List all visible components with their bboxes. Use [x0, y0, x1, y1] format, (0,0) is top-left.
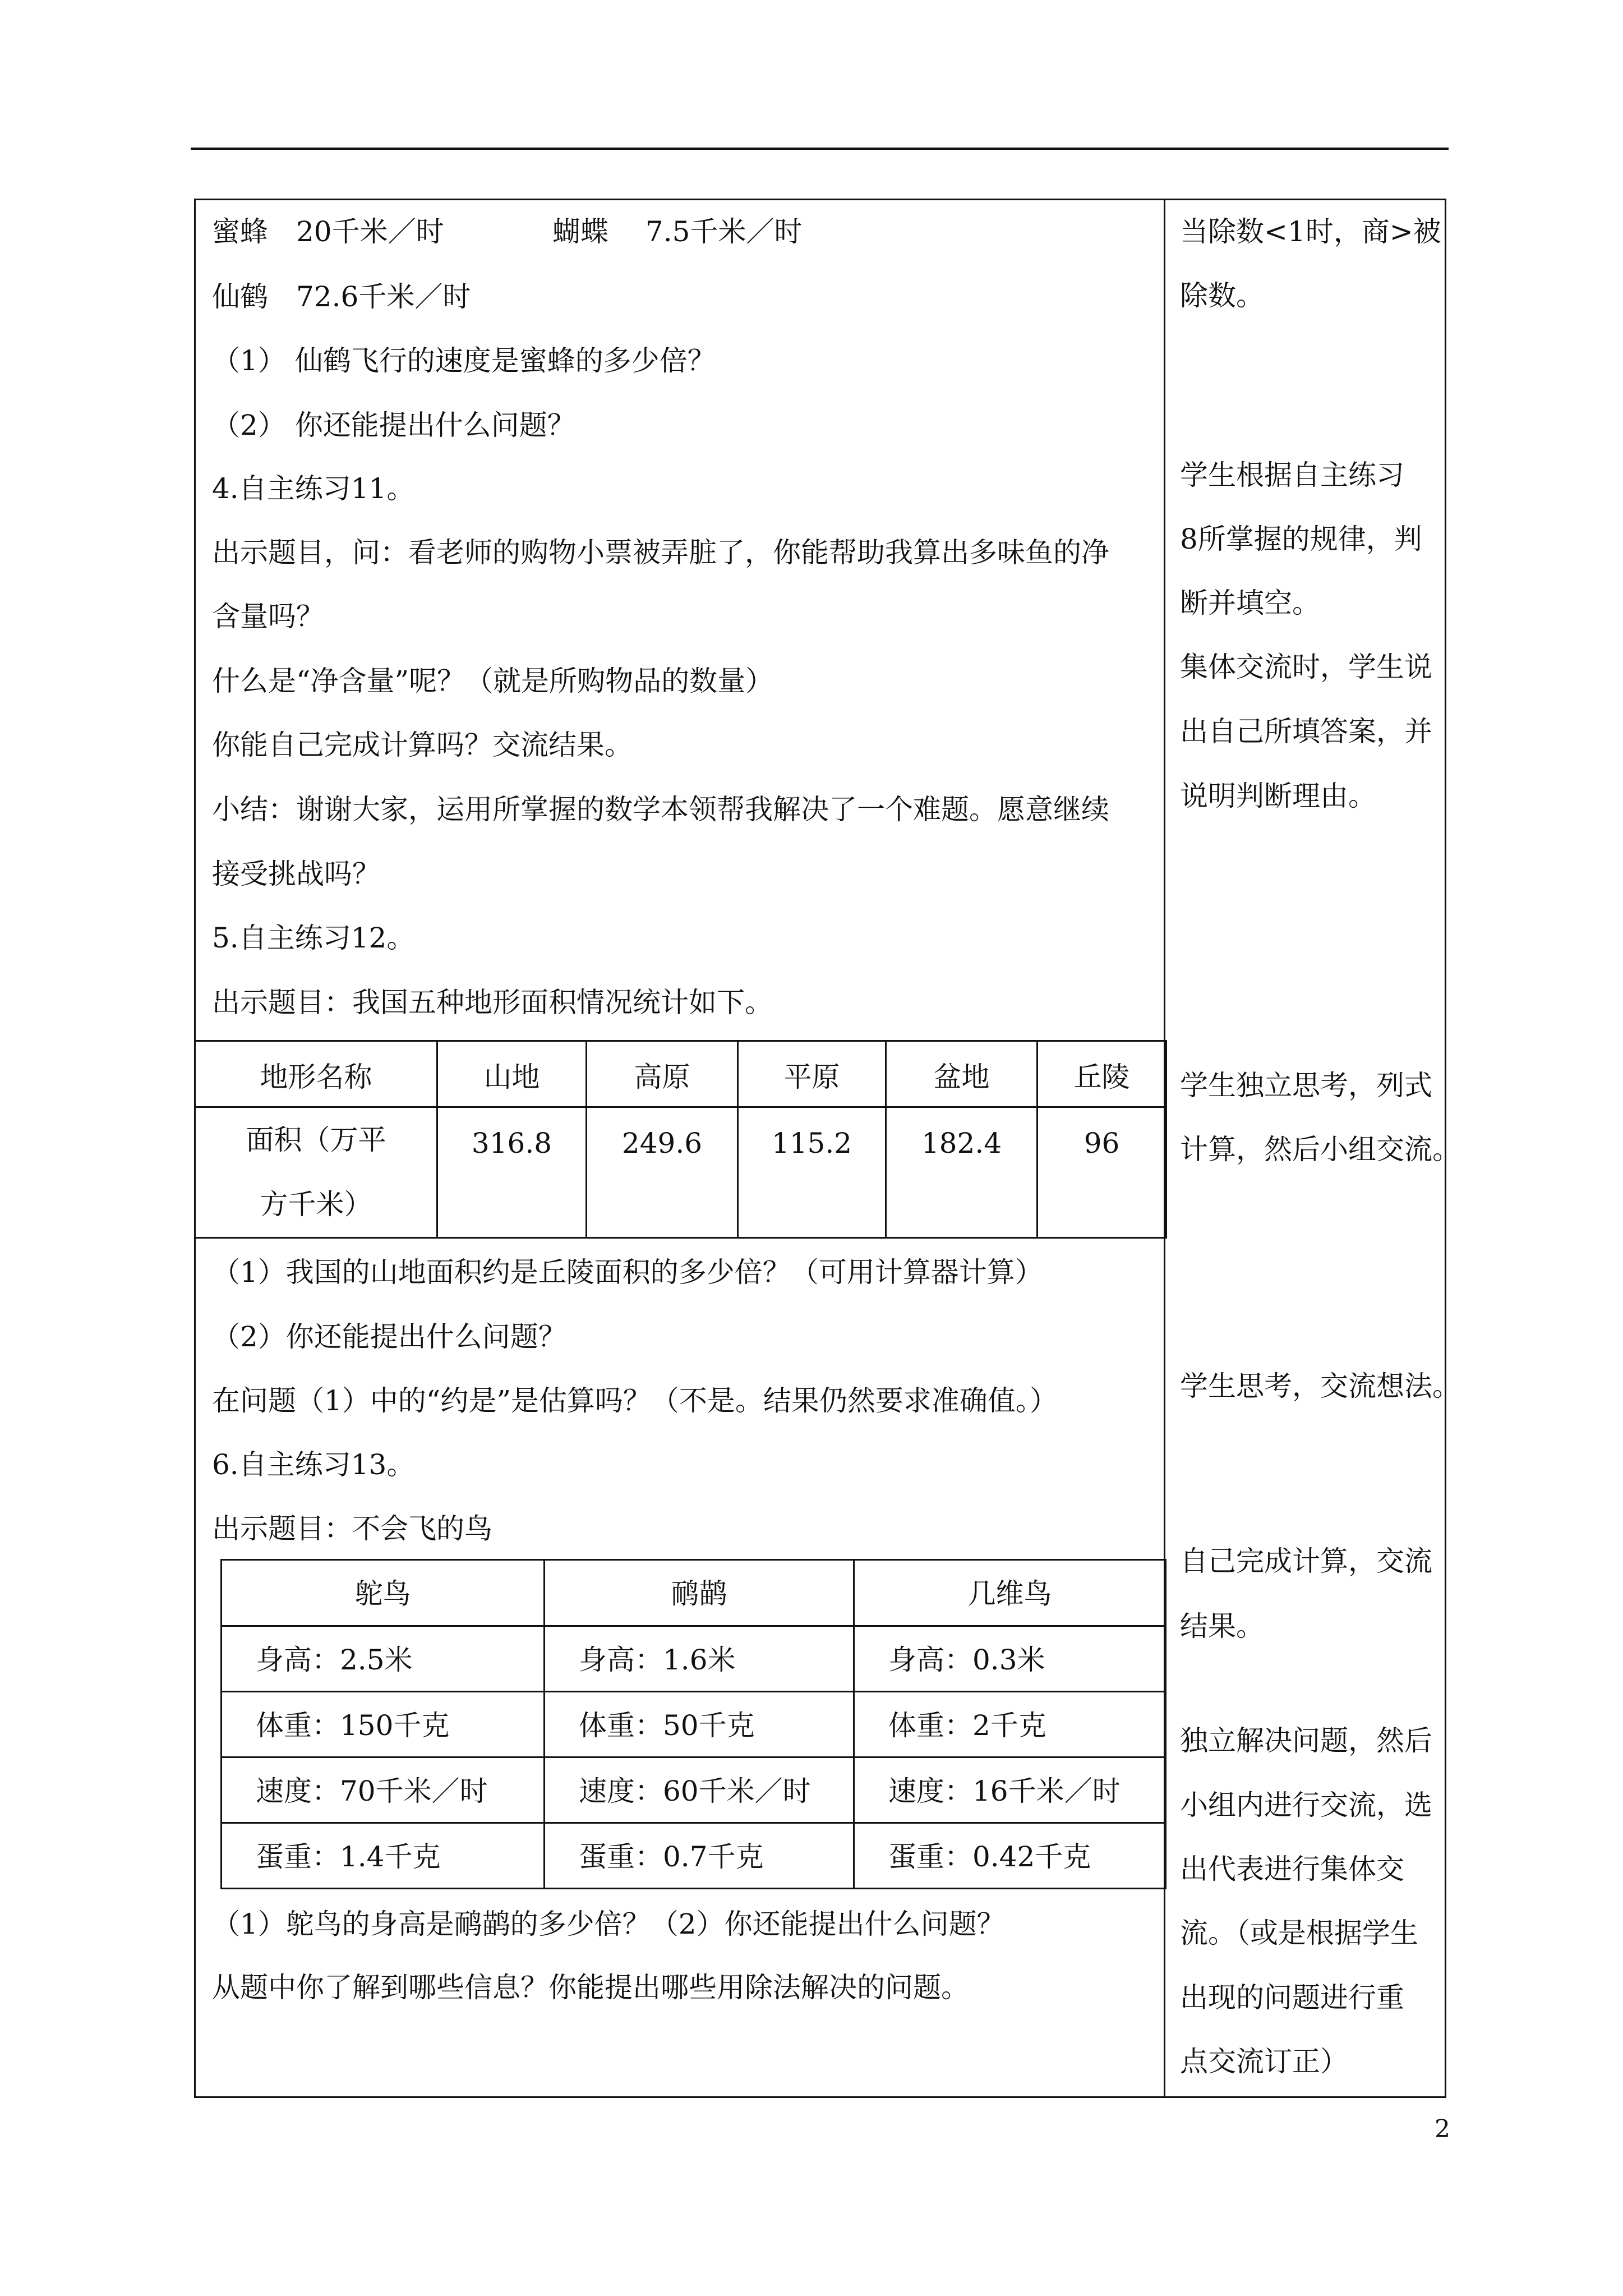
note-line: 学生根据自主练习: [1180, 459, 1404, 491]
ostrich-header: 鸵鸟: [222, 1560, 545, 1626]
note-line: 学生独立思考，列式: [1180, 1069, 1432, 1102]
calculate-prompt: 你能自己完成计算吗？交流结果。: [212, 729, 633, 761]
note-line: 出代表进行集体交: [1180, 1853, 1404, 1885]
butterfly-speed: 蝴蝶 7.5千米／时: [552, 215, 803, 248]
emu-egg: 蛋重：0.7千克: [545, 1823, 854, 1889]
note-line: 计算，然后小组交流。: [1180, 1133, 1460, 1166]
ostrich-speed: 速度：70千米／时: [222, 1757, 545, 1823]
terrain-header-name: 地形名称: [195, 1041, 437, 1107]
section-4-title: 4.自主练习11。: [212, 472, 415, 505]
net-content-question: 什么是“净含量”呢？（就是所购物品的数量）: [212, 665, 774, 697]
kiwi-header: 几维鸟: [854, 1560, 1166, 1626]
note-line: 8所掌握的规律，判: [1180, 523, 1422, 555]
birds-speed-row: [222, 1757, 1166, 1823]
birds-egg-row: [222, 1823, 1166, 1889]
ostrich-height: 身高：2.5米: [222, 1626, 545, 1692]
kiwi-egg: 蛋重：0.42千克: [854, 1823, 1166, 1889]
terrain-area-value: 182.4: [886, 1107, 1038, 1238]
birds-height-row: [222, 1626, 1166, 1692]
section-5-text: 出示题目：我国五种地形面积情况统计如下。: [212, 986, 773, 1019]
terrain-area-row: [195, 1107, 1166, 1238]
terrain-area-value: 96: [1038, 1107, 1166, 1238]
summary-text: 小结：谢谢大家，运用所掌握的数学本领帮我解决了一个难题。愿意继续: [212, 793, 1109, 826]
birds-header-row: [222, 1560, 1166, 1626]
bee-speed: 蜜蜂 20千米／时: [212, 215, 444, 248]
kiwi-speed: 速度：16千米／时: [854, 1757, 1166, 1823]
terrain-area-value: 115.2: [738, 1107, 886, 1238]
question-1: （1） 仙鹤飞行的速度是蜜蜂的多少倍？: [212, 344, 716, 377]
section-4-text-cont: 含量吗？: [212, 600, 324, 633]
ostrich-egg: 蛋重：1.4千克: [222, 1823, 545, 1889]
section-6-title: 6.自主练习13。: [212, 1448, 415, 1481]
terrain-area-table: [194, 1040, 1167, 1239]
emu-weight: 体重：50千克: [545, 1692, 854, 1757]
estimate-question: 在问题（1）中的“约是”是估算吗？（不是。结果仍然要求准确值。）: [212, 1384, 1058, 1417]
kiwi-weight: 体重：2千克: [854, 1692, 1166, 1757]
terrain-header-basin: 盆地: [886, 1041, 1038, 1107]
note-line: 独立解决问题，然后: [1180, 1724, 1432, 1757]
note-line: 流。（或是根据学生: [1180, 1917, 1418, 1949]
terrain-area-label: 面积（万平方千米）: [195, 1107, 437, 1238]
note-line: 说明判断理由。: [1180, 780, 1376, 812]
crane-speed: 仙鹤 72.6千米／时: [212, 280, 471, 313]
terrain-area-value: 316.8: [437, 1107, 587, 1238]
terrain-header-plateau: 高原: [587, 1041, 738, 1107]
terrain-question-1: （1）我国的山地面积约是丘陵面积的多少倍？（可用计算器计算）: [212, 1256, 1043, 1289]
note-line: 集体交流时，学生说: [1180, 651, 1432, 683]
kiwi-height: 身高：0.3米: [854, 1626, 1166, 1692]
section-6-text: 出示题目：不会飞的鸟: [212, 1512, 492, 1545]
terrain-header-plain: 平原: [738, 1041, 886, 1107]
note-line: 结果。: [1180, 1610, 1264, 1642]
birds-weight-row: [222, 1692, 1166, 1757]
emu-speed: 速度：60千米／时: [545, 1757, 854, 1823]
note-line: 学生思考，交流想法。: [1180, 1370, 1460, 1402]
note-line: 小组内进行交流，选: [1180, 1789, 1432, 1821]
page-number: 2: [1435, 2115, 1450, 2143]
flightless-birds-table: [220, 1559, 1166, 1889]
header-rule: [191, 148, 1449, 150]
note-line: 出现的问题进行重: [1180, 1981, 1404, 2014]
question-2: （2） 你还能提出什么问题？: [212, 409, 575, 441]
terrain-header-row: [195, 1041, 1166, 1107]
birds-info-prompt: 从题中你了解到哪些信息？你能提出哪些用除法解决的问题。: [212, 1971, 969, 2004]
terrain-area-value: 249.6: [587, 1107, 738, 1238]
note-line: 断并填空。: [1180, 587, 1320, 619]
section-4-text: 出示题目，问：看老师的购物小票被弄脏了，你能帮助我算出多味鱼的净: [212, 536, 1109, 569]
ostrich-weight: 体重：150千克: [222, 1692, 545, 1757]
birds-questions: （1）鸵鸟的身高是鸸鹋的多少倍？（2）你还能提出什么问题？: [212, 1908, 1005, 1940]
note-line: 自己完成计算，交流: [1180, 1545, 1432, 1577]
section-5-title: 5.自主练习12。: [212, 922, 415, 954]
emu-height: 身高：1.6米: [545, 1626, 854, 1692]
note-line: 出自己所填答案，并: [1180, 715, 1432, 748]
note-line: 当除数<1时，商>被: [1180, 215, 1441, 248]
summary-text-cont: 接受挑战吗？: [212, 858, 380, 890]
emu-header: 鸸鹋: [545, 1560, 854, 1626]
note-line: 除数。: [1180, 279, 1264, 312]
terrain-header-hills: 丘陵: [1038, 1041, 1166, 1107]
terrain-question-2: （2）你还能提出什么问题？: [212, 1320, 566, 1353]
note-line: 点交流订正）: [1180, 2045, 1348, 2078]
terrain-header-mountain: 山地: [437, 1041, 587, 1107]
